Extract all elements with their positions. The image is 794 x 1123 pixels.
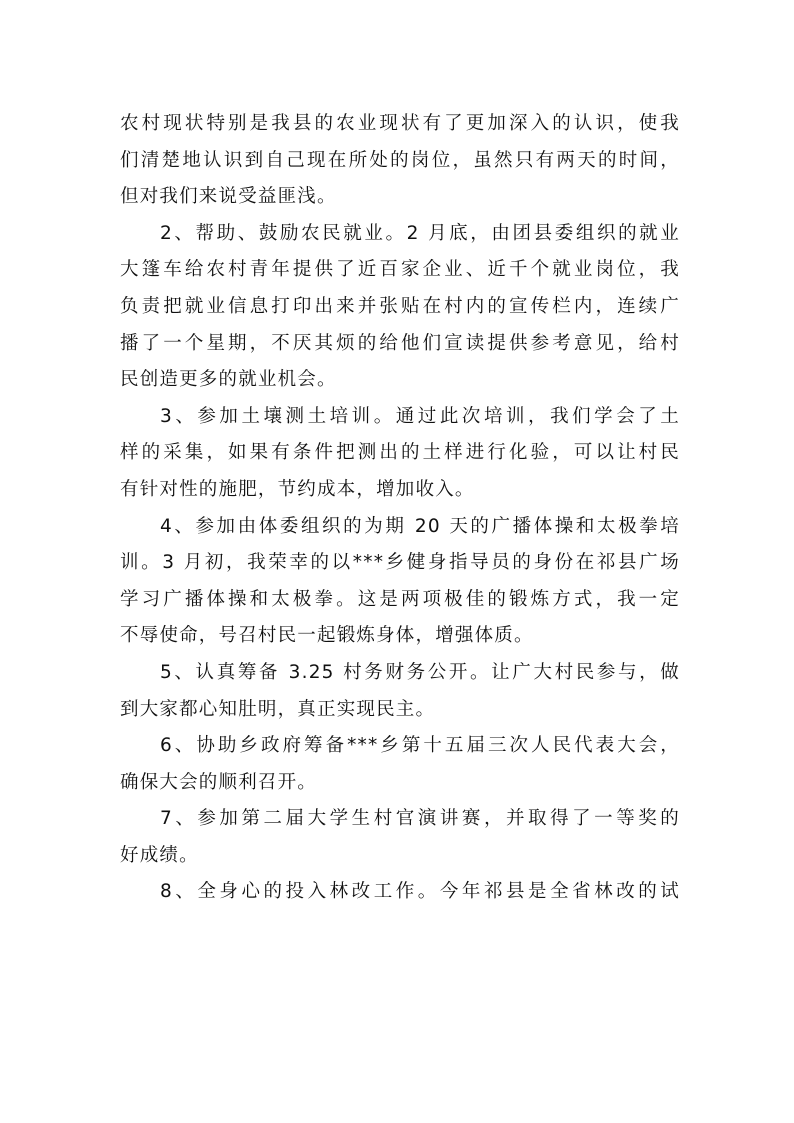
text-line: 6、协助乡政府筹备***乡第十五届三次人民代表大会， bbox=[160, 735, 680, 757]
text-line: 4、参加由体委组织的为期 20 天的广播体操和太极拳培 bbox=[160, 515, 680, 537]
text-line: 播了一个星期，不厌其烦的给他们宣读提供参考意见，给村 bbox=[120, 332, 680, 354]
text-line: 民创造更多的就业机会。 bbox=[120, 369, 337, 391]
text-line: 大篷车给农村青年提供了近百家企业、近千个就业岗位，我 bbox=[120, 259, 680, 281]
text-line: 好成绩。 bbox=[120, 844, 199, 866]
text-line: 但对我们来说受益匪浅。 bbox=[120, 186, 337, 208]
text-line: 们清楚地认识到自己现在所处的岗位，虽然只有两天的时间， bbox=[120, 149, 680, 171]
text-line: 负责把就业信息打印出来并张贴在村内的宣传栏内，连续广 bbox=[120, 295, 680, 317]
text-line: 有针对性的施肥，节约成本，增加收入。 bbox=[120, 478, 475, 500]
text-line: 5、认真筹备 3.25 村务财务公开。让广大村民参与，做 bbox=[160, 661, 680, 683]
text-line: 学习广播体操和太极拳。这是两项极佳的锻炼方式，我一定 bbox=[120, 588, 680, 610]
text-line: 确保大会的顺利召开。 bbox=[120, 771, 318, 793]
text-line: 到大家都心知肚明，真正实现民主。 bbox=[120, 698, 436, 720]
text-line: 8、全身心的投入林改工作。今年祁县是全省林改的试 bbox=[160, 881, 680, 903]
text-line: 样的采集，如果有条件把测出的土样进行化验，可以让村民 bbox=[120, 442, 680, 464]
text-line: 不辱使命，号召村民一起锻炼身体，增强体质。 bbox=[120, 625, 534, 647]
body-text bbox=[120, 106, 680, 911]
text-line: 7、参加第二届大学生村官演讲赛，并取得了一等奖的 bbox=[160, 808, 680, 830]
text-line: 3、参加土壤测土培训。通过此次培训，我们学会了土 bbox=[160, 405, 680, 427]
text-line: 农村现状特别是我县的农业现状有了更加深入的认识，使我 bbox=[120, 113, 680, 134]
text-line: 2、帮助、鼓励农民就业。2 月底，由团县委组织的就业 bbox=[160, 222, 680, 244]
text-line: 训。3 月初，我荣幸的以***乡健身指导员的身份在祁县广场 bbox=[120, 552, 680, 574]
